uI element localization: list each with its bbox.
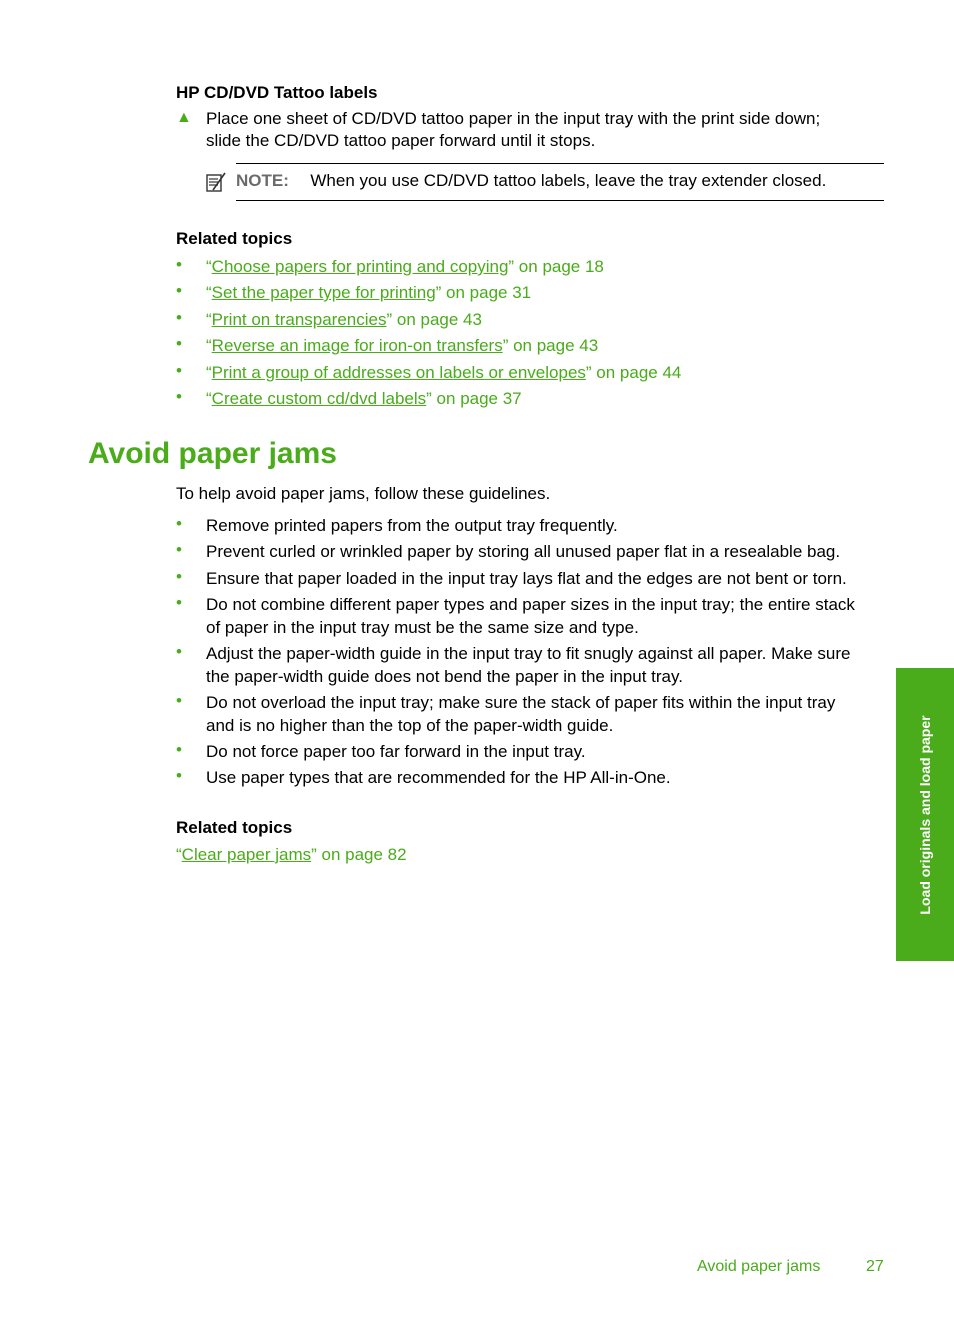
footer-section-name: Avoid paper jams	[697, 1258, 821, 1275]
note-content	[236, 170, 826, 192]
note-label: NOTE:	[236, 171, 289, 190]
note-icon	[205, 171, 227, 193]
related-topic-link[interactable]: Reverse an image for iron-on transfers	[211, 336, 503, 355]
chapter-side-tab	[896, 668, 954, 961]
step-text-line2: slide the CD/DVD tattoo paper forward until it stops.	[206, 131, 596, 150]
bullet-icon: •	[176, 766, 182, 785]
bullet-icon: •	[176, 642, 182, 661]
bullet-icon: •	[176, 255, 182, 274]
related-topics-heading: Related topics	[176, 229, 293, 248]
bullet-icon: •	[176, 514, 182, 533]
related-topic-item: “Create custom cd/dvd labels” on page 37	[206, 389, 522, 408]
chapter-side-tab-label: Load originals and load paper	[917, 714, 933, 915]
guideline-item: Ensure that paper loaded in the input tray lays flat and the edges are not bent or torn.	[206, 569, 847, 588]
guideline-item: Adjust the paper-width guide in the input tray to fit snugly against all paper. Make sure the paper-width guide does not bend the paper in the input tray.	[206, 644, 851, 686]
related-topic-link[interactable]: Print on transparencies	[211, 310, 387, 329]
related-topic-item: “Print on transparencies” on page 43	[206, 310, 482, 329]
bullet-icon: •	[176, 308, 182, 327]
bullet-icon: •	[176, 593, 182, 612]
related-topic-link[interactable]: Choose papers for printing and copying	[211, 257, 509, 276]
section-title: Avoid paper jams	[88, 437, 337, 470]
section-intro: To help avoid paper jams, follow these guidelines.	[176, 484, 551, 503]
related-topic-item: “Clear paper jams” on page 82	[176, 845, 407, 864]
clear-paper-jams-link[interactable]: Clear paper jams	[181, 845, 312, 864]
bullet-icon: •	[176, 567, 182, 586]
bullet-icon: •	[176, 387, 182, 406]
bullet-icon: •	[176, 361, 182, 380]
related-topics-heading-2: Related topics	[176, 818, 293, 837]
guideline-item: Use paper types that are recommended for the HP All-in-One.	[206, 768, 671, 787]
guideline-item: Do not force paper too far forward in the input tray.	[206, 742, 586, 761]
related-topic-item: “Print a group of addresses on labels or envelopes” on page 44	[206, 363, 682, 382]
related-topic-link[interactable]: Print a group of addresses on labels or envelopes	[211, 363, 586, 382]
guideline-item: Remove printed papers from the output tray frequently.	[206, 516, 618, 535]
bullet-icon: •	[176, 691, 182, 710]
note-text: When you use CD/DVD tattoo labels, leave the tray extender closed.	[310, 171, 827, 190]
bullet-icon: •	[176, 281, 182, 300]
step-marker-icon: ▲	[176, 109, 192, 126]
step-text-line1: Place one sheet of CD/DVD tattoo paper in the input tray with the print side down;	[206, 109, 821, 128]
related-topic-link[interactable]: Create custom cd/dvd labels	[211, 389, 427, 408]
bullet-icon: •	[176, 540, 182, 559]
guideline-item: Do not combine different paper types and paper sizes in the input tray; the entire stack of paper in the input tray must be the same size and type.	[206, 595, 855, 637]
related-topic-item: “Set the paper type for printing” on page 31	[206, 283, 532, 302]
guideline-item: Prevent curled or wrinkled paper by storing all unused paper flat in a resealable bag.	[206, 542, 841, 561]
subheading-tattoo-labels: HP CD/DVD Tattoo labels	[176, 83, 378, 102]
guideline-item: Do not overload the input tray; make sure the stack of paper fits within the input tray and is no higher than the top of the paper-width guide.	[206, 693, 836, 735]
page-number: 27	[866, 1258, 884, 1275]
bullet-icon: •	[176, 334, 182, 353]
related-topic-item: “Reverse an image for iron-on transfers” on page 43	[206, 336, 599, 355]
bullet-icon: •	[176, 740, 182, 759]
related-topic-link[interactable]: Set the paper type for printing	[211, 283, 436, 302]
related-topic-item: “Choose papers for printing and copying” on page 18	[206, 257, 604, 276]
